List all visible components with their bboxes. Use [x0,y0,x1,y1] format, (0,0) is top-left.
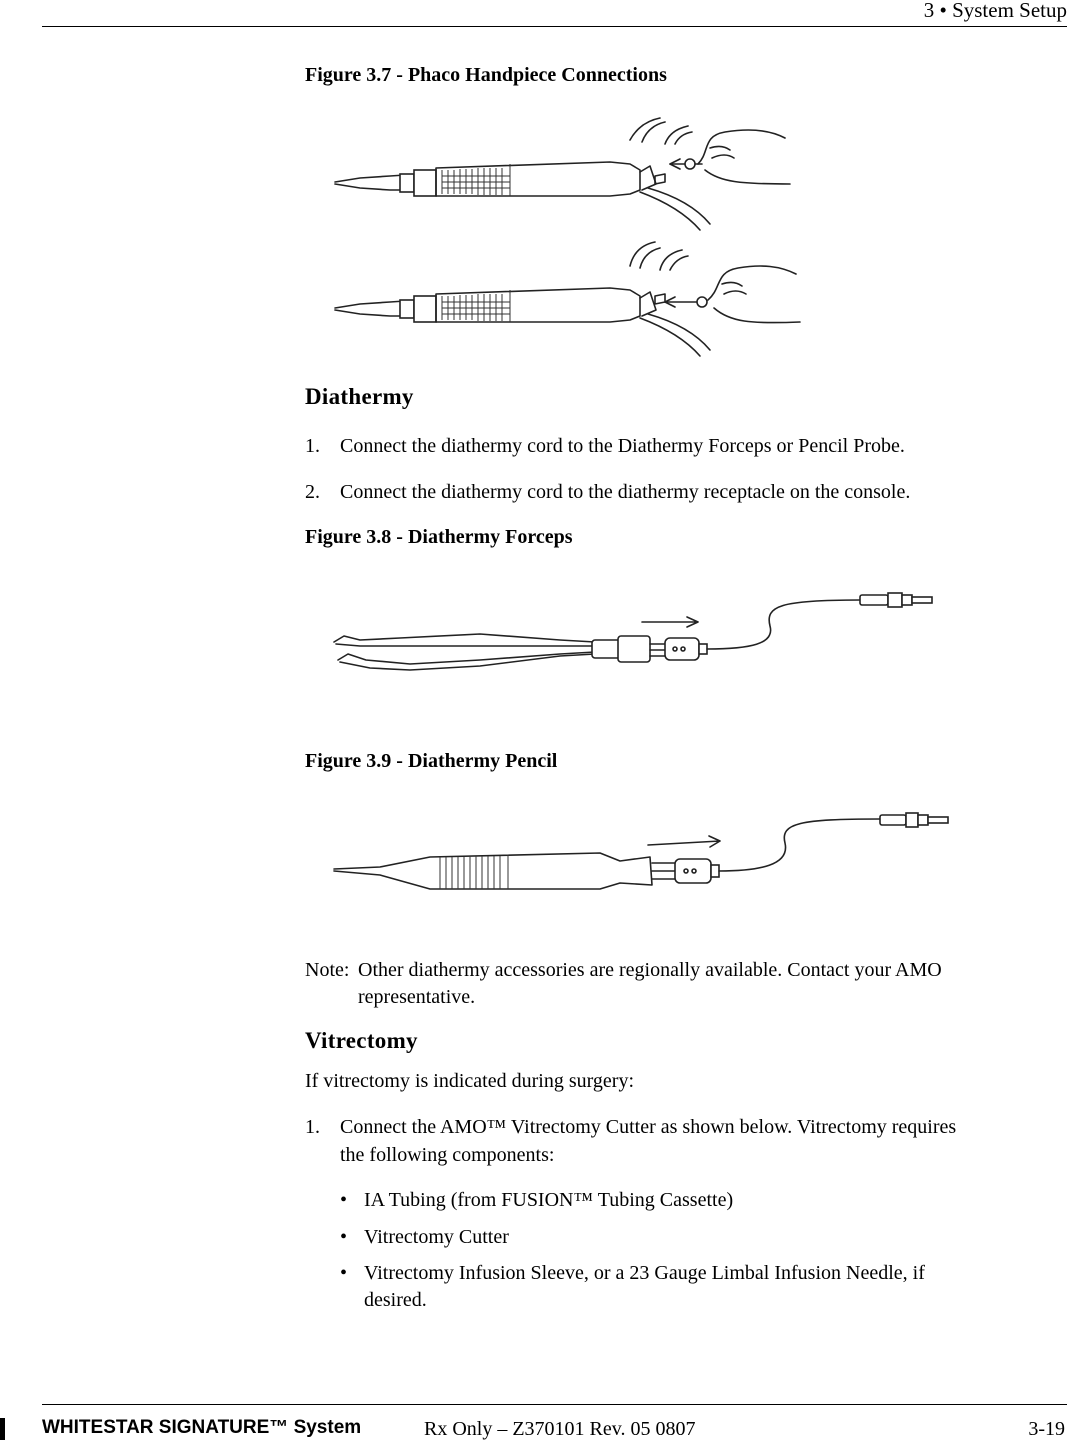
step-number: 1. [305,435,320,457]
figure-caption-3-8: Figure 3.8 - Diathermy Forceps [305,526,573,548]
section-heading-vitrectomy: Vitrectomy [305,1028,418,1053]
handpiece-top [335,118,790,230]
phaco-handpiece-illustration [330,112,810,362]
running-header: 3 • System Setup [923,0,1067,22]
header-rule [42,26,1067,27]
vitrectomy-step-1-line-2: the following components: [340,1144,555,1166]
figure-caption-3-7: Figure 3.7 - Phaco Handpiece Connections [305,64,667,86]
footer-rule [42,1404,1067,1405]
page-number: 3-19 [1028,1418,1065,1440]
vitrectomy-intro: If vitrectomy is indicated during surgery: [305,1070,634,1092]
figure-caption-3-9: Figure 3.9 - Diathermy Pencil [305,750,558,772]
note-text-line-1: Other diathermy accessories are regionally available. Contact your AMO [358,959,942,981]
bullet-mark: • [340,1189,348,1211]
bullet-ia-tubing: IA Tubing (from FUSION™ Tubing Cassette) [364,1189,734,1211]
handpiece-bottom [335,242,800,356]
diathermy-forceps-illustration [330,580,940,680]
note-text-line-2: representative. [358,986,476,1008]
footer-document-id: Rx Only – Z370101 Rev. 05 0807 [424,1418,696,1440]
diathermy-step-2: Connect the diathermy cord to the diathermy receptacle on the console. [340,481,911,503]
bullet-mark: • [340,1226,348,1248]
footer-brand: WHITESTAR SIGNATURE™ System [42,1417,362,1438]
diathermy-step-1: Connect the diathermy cord to the Diathermy Forceps or Pencil Probe. [340,435,905,457]
bullet-infusion-sleeve-line-2: desired. [364,1289,427,1311]
bullet-mark: • [340,1262,348,1284]
change-bar [0,1418,5,1440]
diathermy-pencil-illustration [330,805,955,900]
step-number: 1. [305,1116,320,1138]
bullet-infusion-sleeve-line-1: Vitrectomy Infusion Sleeve, or a 23 Gauge Limbal Infusion Needle, if [364,1262,925,1284]
section-heading-diathermy: Diathermy [305,384,414,409]
note-label: Note: [305,959,350,981]
vitrectomy-step-1-line-1: Connect the AMO™ Vitrectomy Cutter as shown below. Vitrectomy requires [340,1116,957,1138]
bullet-vitrectomy-cutter: Vitrectomy Cutter [364,1226,509,1248]
step-number: 2. [305,481,320,503]
